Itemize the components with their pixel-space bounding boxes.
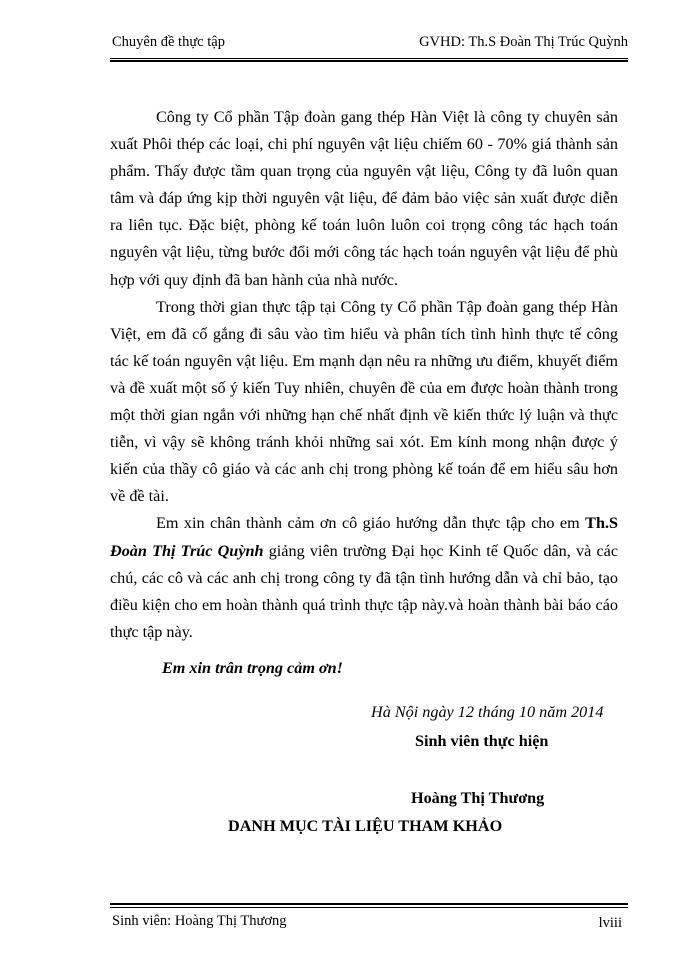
footer-student: Sinh viên: Hoàng Thị Thương <box>112 913 287 929</box>
paragraph-company: Công ty Cổ phần Tập đoàn gang thép Hàn Việt là công ty chuyên sản xuất Phôi thép các loại, chi phí nguyên vật liệu chiếm 60 - 70% giá thành sản phẩm. Thấy được tầm quan trọng của nguyên vật liệu, Công ty đã luôn quan tâm và đáp ứng kịp thời nguyên vật liệu, để đảm bảo việc sản xuất được diễn ra liên tục. Đặc biệt, phòng kế toán luôn luôn coi trọng công tác hạch toán nguyên vật liệu, từng bước đổi mới công tác hạch toán nguyên vật liệu để phù hợp với quy định đã ban hành của nhà nước. <box>110 108 618 289</box>
thanks-line: Em xin trân trọng cảm ơn! <box>162 659 343 677</box>
page-footer <box>110 903 628 935</box>
ack-end: giảng viên trường Đại học Kinh tế Quốc dân, và các chú, các cô và các anh chị trong công ty đã tận tình hướng dẫn và chỉ bảo, tạo điều kiện cho em hoàn thành quá trình thực tập này.và hoàn thành bài báo cáo thực tập này. <box>110 541 618 641</box>
page-number: lviii <box>598 915 622 931</box>
signer-label: Sinh viên thực hiện <box>415 732 549 750</box>
date-line: Hà Nội ngày 12 tháng 10 năm 2014 <box>371 703 604 721</box>
paragraph-acknowledgement <box>110 510 618 645</box>
references-heading: DANH MỤC TÀI LIỆU THAM KHẢO <box>228 817 503 835</box>
ack-supervisor-name: Đoàn Thị Trúc Quỳnh <box>110 541 264 560</box>
main-text <box>110 104 618 646</box>
header-document-type: Chuyên đề thực tập <box>112 34 225 50</box>
page-header <box>110 32 628 59</box>
paragraph-internship: Trong thời gian thực tập tại Công ty Cổ phần Tập đoàn gang thép Hàn Việt, em đã cố gắng đi sâu vào tìm hiểu và phân tích tình hình thực tế công tác kế toán nguyên vật liệu. Em mạnh dạn nêu ra những ưu điểm, khuyết điểm và đề xuất một số ý kiến Tuy nhiên, chuyên đề của em được hoàn thành trong một thời gian ngắn với những hạn chế nhất định về kiến thức lý luận và thực tiễn, vì vậy sẽ không tránh khỏi những sai xót. Em kính mong nhận được ý kiến của thầy cô giáo và các anh chị trong phòng kế toán để em hiểu sâu hơn về đề tài. <box>110 297 618 506</box>
ack-title: Th.S <box>585 514 618 533</box>
ack-start: Em xin chân thành cảm ơn cô giáo hướng dẫn thực tập cho em <box>156 514 586 533</box>
header-supervisor: GVHD: Th.S Đoàn Thị Trúc Quỳnh <box>419 34 628 50</box>
signer-name: Hoàng Thị Thương <box>411 789 545 807</box>
